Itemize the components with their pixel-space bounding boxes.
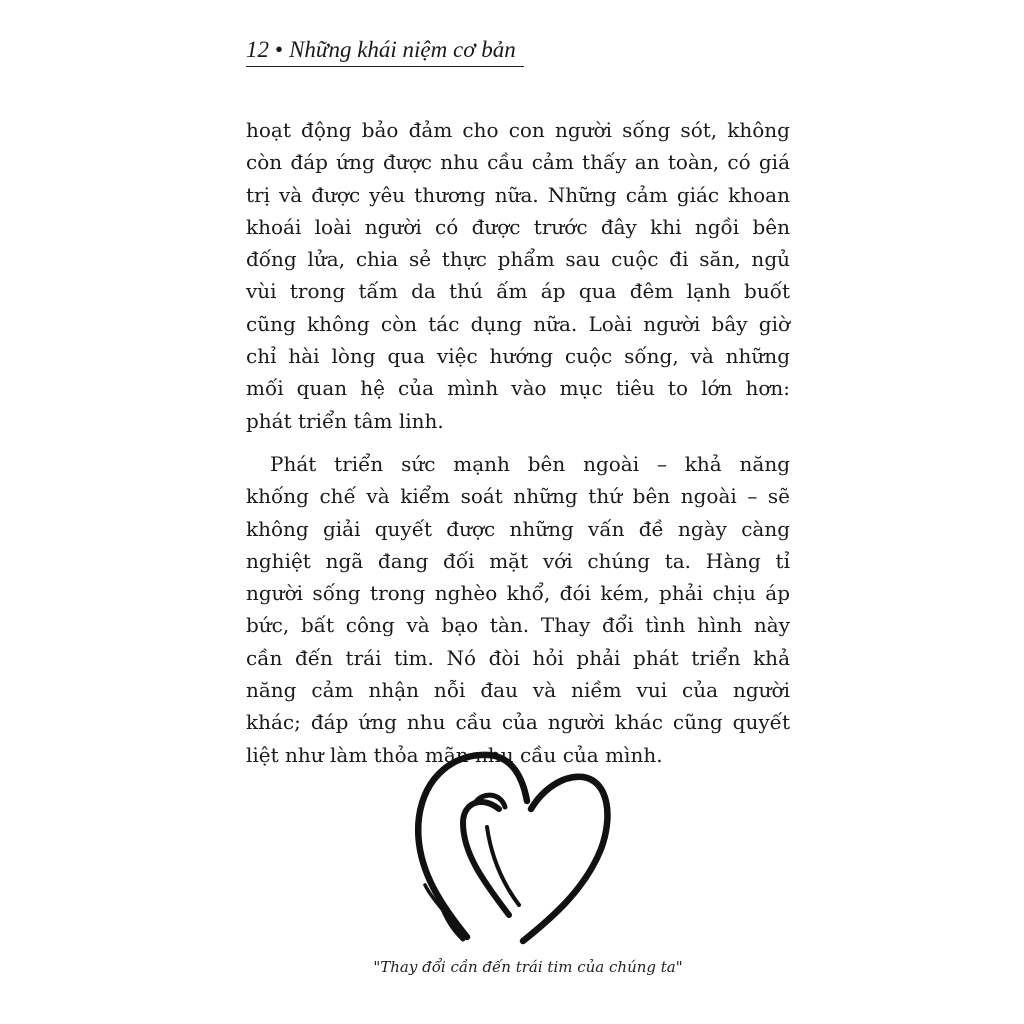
page-number: 12	[246, 37, 269, 62]
body-text	[246, 114, 790, 771]
text-line: hoạt động bảo đảm cho con người sống sót, không	[246, 118, 790, 142]
text-line: nghiệt ngã đang đối mặt với chúng ta. Hàng tỉ	[246, 548, 790, 573]
text-line: bức, bất công và bạo tàn. Thay đổi tình hình này	[246, 613, 790, 638]
text-line: năng cảm nhận nỗi đau và niềm vui của người	[246, 678, 790, 703]
text-line: cũng không còn tác dụng nữa. Loài người bây giờ	[246, 311, 790, 336]
text-line: người sống trong nghèo khổ, đói kém, phải chịu áp	[246, 581, 790, 606]
illustration-caption: "Thay đổi cần đến trái tim của chúng ta"	[373, 958, 683, 976]
paragraph-2	[246, 448, 790, 771]
running-header	[246, 36, 524, 67]
text-line: khoái loài người có được trước đây khi ngồi bên	[246, 214, 790, 239]
text-line: vùi trong tấm da thú ấm áp qua đêm lạnh buốt	[246, 279, 790, 304]
text-line: không giải quyết được những vấn đề ngày càng	[246, 516, 790, 541]
text-line: cần đến trái tim. Nó đòi hỏi phải phát triển khả	[246, 645, 790, 670]
text-line: liệt như làm thỏa mãn nhu cầu của mình.	[246, 742, 663, 767]
text-line: khống chế và kiểm soát những thứ bên ngoài – sẽ	[246, 484, 790, 509]
header-separator: •	[275, 37, 284, 62]
chapter-title: Những khái niệm cơ bản	[289, 37, 516, 62]
text-line: phát triển tâm linh.	[246, 408, 444, 433]
text-line: khác; đáp ứng nhu cầu của người khác cũng quyết	[246, 710, 790, 735]
text-line: chỉ hài lòng qua việc hướng cuộc sống, và những	[246, 344, 790, 369]
text-line: trị và được yêu thương nữa. Những cảm giác khoan	[246, 182, 790, 207]
heart-sketch-icon	[405, 745, 620, 945]
text-line: mối quan hệ của mình vào mục tiêu to lớn hơn:	[246, 376, 790, 401]
paragraph-1	[246, 114, 790, 437]
text-line: Phát triển sức mạnh bên ngoài – khả năng	[270, 451, 790, 476]
text-line: đống lửa, chia sẻ thực phẩm sau cuộc đi săn, ngủ	[246, 247, 790, 272]
text-line: còn đáp ứng được nhu cầu cảm thấy an toàn, có giá	[246, 150, 790, 175]
